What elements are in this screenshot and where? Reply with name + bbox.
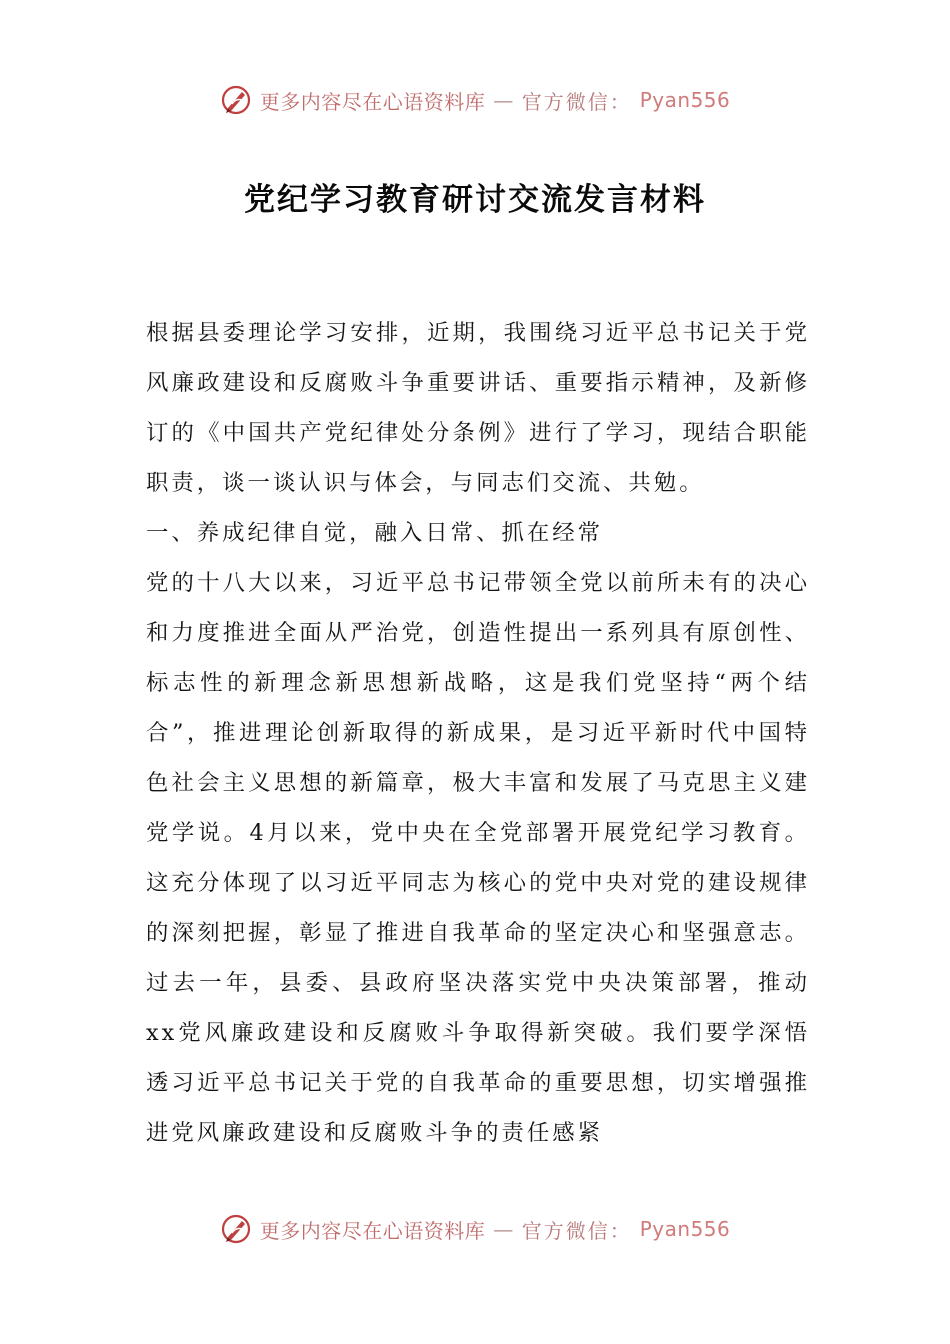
watermark-brand: 更多内容尽在心语资料库 <box>259 89 486 114</box>
document-body <box>146 308 810 1158</box>
watermark-dash: — <box>493 1217 514 1241</box>
intro-paragraph: 根据县委理论学习安排，近期，我围绕习近平总书记关于党风廉政建设和反腐败斗争重要讲话、重要指示精神，及新修订的《中国共产党纪律处分条例》进行了学习，现结合职能职责，谈一谈认识与体会，与同志们交流、共勉。 <box>146 320 810 496</box>
watermark-dash: — <box>493 88 514 112</box>
document-title: 党纪学习教育研讨交流发言材料 <box>244 182 706 218</box>
body-paragraph: 党的十八大以来，习近平总书记带领全党以前所未有的决心和力度推进全面从严治党，创造性提出一系列具有原创性、标志性的新理念新思想新战略，这是我们党坚持“两个结合”，推进理论创新取得的新成果，是习近平新时代中国特色社会主义思想的新篇章，极大丰富和发展了马克思主义建党学说。4月以来，党中央在全党部署开展党纪学习教育。这充分体现了以习近平同志为核心的党中央对党的建设规律的深刻把握，彰显了推进自我革命的坚定决心和坚强意志。过去一年，县委、县政府坚决落实党中央决策部署，推动xx党风廉政建设和反腐败斗争取得新突破。我们要学深悟透习近平总书记关于党的自我革命的重要思想，切实增强推进党风廉政建设和反腐败斗争的责任感紧 <box>146 570 810 1146</box>
header-watermark <box>0 84 950 116</box>
footer-watermark <box>0 1213 950 1245</box>
watermark-wechat-label: 官方微信： <box>521 89 632 114</box>
watermark-wechat-id: Pyan556 <box>639 88 731 112</box>
watermark-wechat-label: 官方微信： <box>521 1218 632 1243</box>
section-heading: 一、养成纪律自觉，融入日常、抓在经常 <box>146 520 604 546</box>
pen-logo-icon <box>220 84 252 116</box>
watermark-wechat-id: Pyan556 <box>639 1217 731 1241</box>
pen-logo-icon <box>220 1213 252 1245</box>
watermark-brand: 更多内容尽在心语资料库 <box>259 1218 486 1243</box>
